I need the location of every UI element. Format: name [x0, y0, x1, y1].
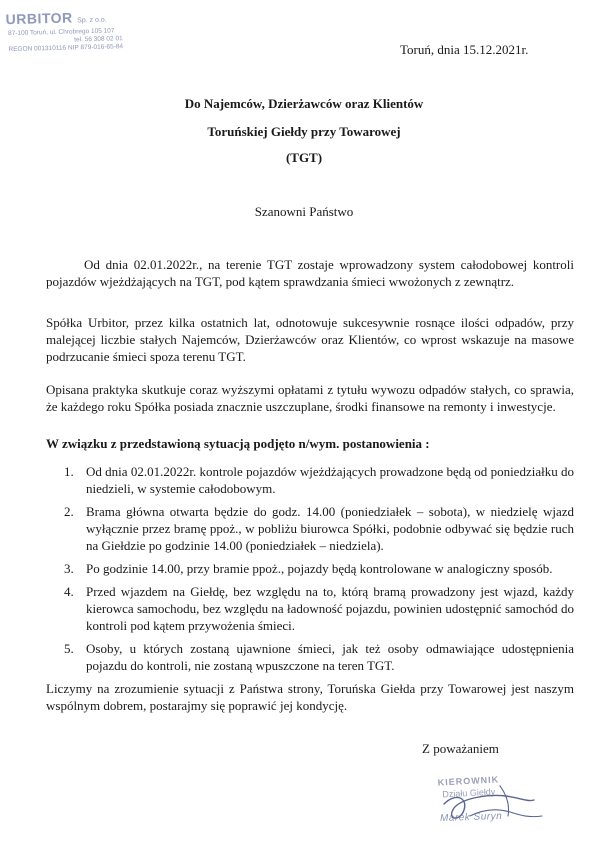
decisions-list	[46, 463, 574, 680]
paragraph-consequence: Opisana praktyka skutkuje coraz wyższymi opłatami z tytułu wywozu odpadów stałych, co sprawia, że każdego roku Spółka posiada znacznie uszczuplane, środki finansowe na remonty i inwestycje.	[46, 382, 574, 414]
company-stamp-address: 87-100 Toruń, ul. Chrobrego 105 107	[7, 27, 115, 38]
decision-text: Osoby, u których zostaną ujawnione śmieci, jak też osoby odmawiające udostępnienia pojazdu do kontroli, nie zostaną wpuszczone na teren TGT.	[86, 641, 574, 673]
company-stamp-suffix: Sp. z o.o.	[77, 16, 107, 25]
company-stamp-name: URBITOR	[5, 9, 73, 28]
decision-number: 1.	[64, 464, 74, 479]
company-stamp-phone: tel. 56 308 02 01	[74, 35, 123, 44]
addressee-line-1: Do Najemców, Dzierżawców oraz Klientów	[184, 96, 424, 111]
paragraph-intro: Od dnia 02.01.2022r., na terenie TGT zostaje wprowadzony system całodobowej kontroli pojazdów wjeżdżających na TGT, pod kątem sprawdzania śmieci wwożonych z zewnątrz.	[46, 257, 574, 289]
handwritten-signature	[410, 772, 560, 842]
decision-text: Przed wjazdem na Giełdę, bez względu na to, którą bramą prowadzony jest wjazd, każdy kierowca samochodu, bez względu na ładowność pojazdu, powinien udostępnić samochód do kontroli pod kątem przywożenia śmieci.	[86, 584, 574, 633]
closing-paragraph: Liczymy na zrozumienie sytuacji z Państwa strony, Toruńska Giełda przy Towarowej jest naszym wspólnym dobrem, postarajmy się poprawić jej kondycję.	[46, 681, 574, 713]
decisions-heading: W związku z przedstawioną sytuacją podjęto n/wym. postanowienia :	[46, 436, 430, 451]
decision-item	[46, 583, 574, 634]
salutation: Szanowni Państwo	[254, 204, 354, 219]
signature-stamp-name: Marek Suryn	[439, 810, 503, 825]
decision-number: 2.	[64, 504, 74, 519]
decision-number: 5.	[64, 641, 74, 656]
regards: Z poważaniem	[422, 741, 499, 756]
decision-item	[46, 463, 574, 497]
decision-text: Brama główna otwarta będzie do godz. 14.00 (poniedziałek – sobota), w niedzielę wjazd wyłącznie przez bramę ppoż., w pobliżu biurowca Spółki, podobnie odbywać się będzie ruch na Giełdzie po godzinie 14.00 (poniedziałek – niedziela).	[86, 504, 574, 553]
decision-number: 4.	[64, 584, 74, 599]
decision-item	[46, 640, 574, 674]
decision-text: Od dnia 02.01.2022r. kontrole pojazdów wjeżdżających prowadzone będą od poniedziałku do niedzieli, w systemie całodobowym.	[86, 464, 574, 496]
decision-number: 3.	[64, 561, 74, 576]
signature-stamp-title: KIEROWNIK	[437, 774, 500, 788]
paragraph-problem: Spółka Urbitor, przez kilka ostatnich lat, odnotowuje sukcesywnie rosnące ilości odpadów, przy malejącej liczbie stałych Najemców, Dzierżawców oraz Klientów, co wprost wskazuje na masowe podrzucanie śmieci spoza terenu TGT.	[46, 315, 574, 364]
decision-item	[46, 560, 574, 577]
addressee-line-2: Toruńskiej Giełdy przy Towarowej	[207, 124, 401, 139]
decision-text: Po godzinie 14.00, przy bramie ppoż., pojazdy będą kontrolowane w analogiczny sposób.	[86, 561, 553, 576]
letter-date: Toruń, dnia 15.12.2021r.	[400, 42, 529, 57]
decision-item	[46, 503, 574, 554]
signature-stamp-unit: Działu Giełdy	[442, 786, 496, 800]
addressee-line-3: (TGT)	[285, 150, 323, 165]
company-stamp	[5, 8, 176, 54]
company-stamp-registry: REGON 001310116 NIP 879-016-65-84	[8, 43, 124, 54]
